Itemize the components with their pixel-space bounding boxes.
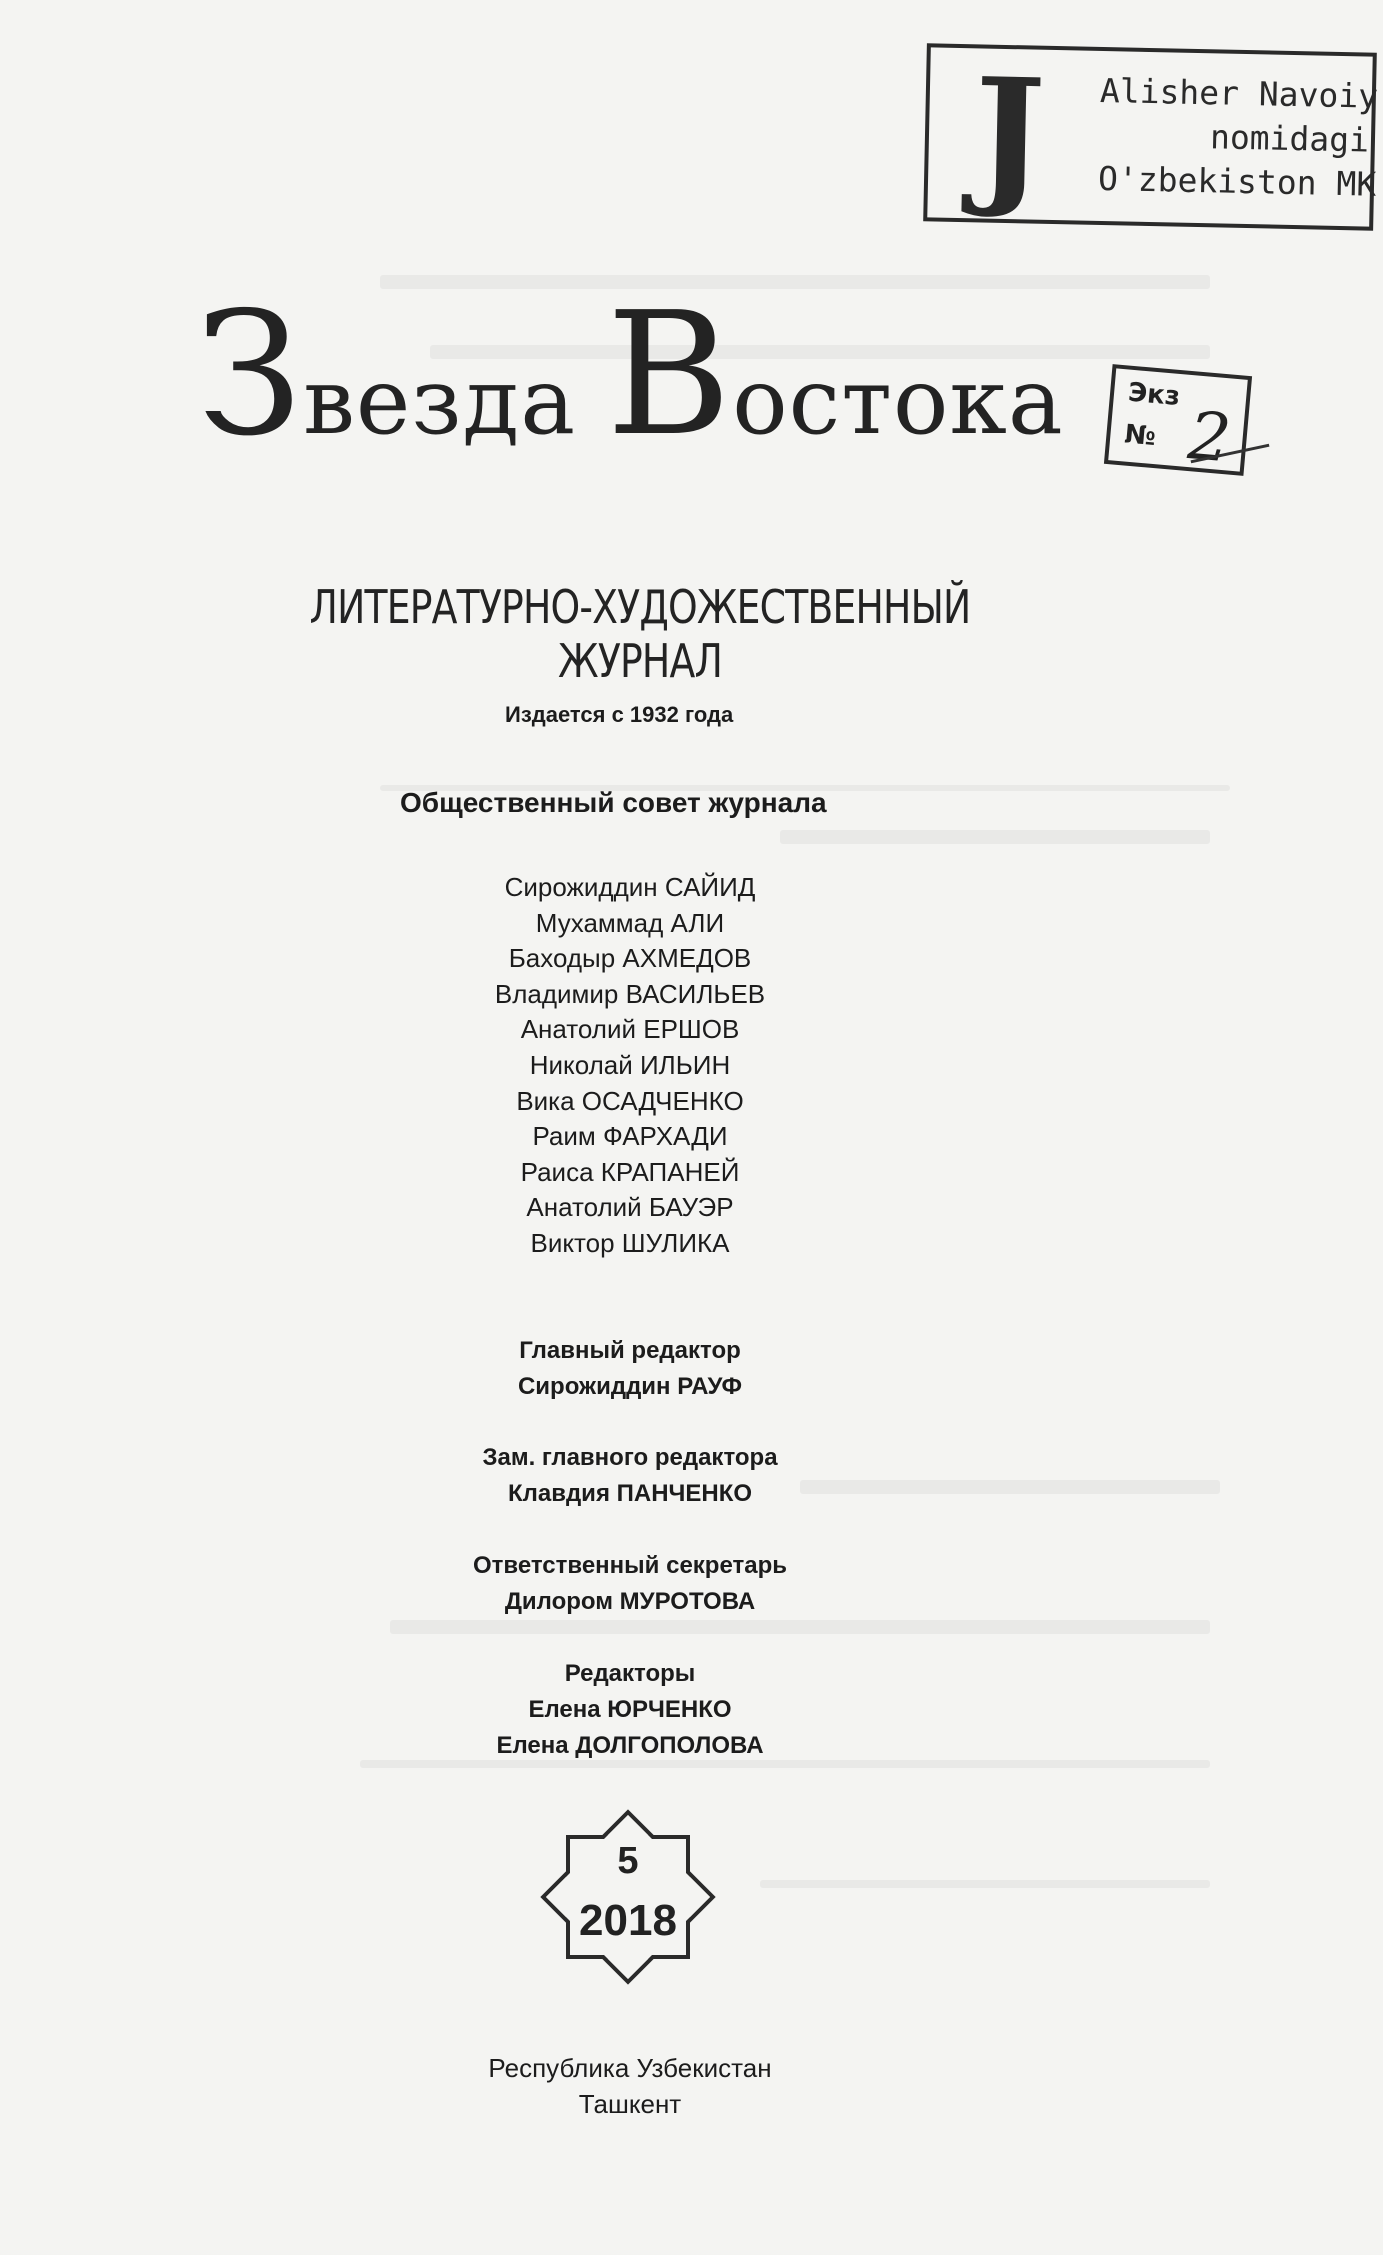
copy-stamp-label: Экз <box>1126 377 1182 413</box>
council-member: Владимир ВАСИЛЬЕВ <box>494 978 766 1009</box>
published-since: Издается с 1932 года <box>505 702 734 727</box>
bleed-through <box>380 275 1210 289</box>
bleed-through <box>390 1620 1210 1634</box>
chief-editor-name: Сирожиддин РАУФ <box>517 1373 743 1400</box>
title-initial: З <box>196 276 304 474</box>
secretary-name: Дилором МУРОТОВА <box>504 1588 756 1615</box>
copy-stamp-number-label: № <box>1123 419 1158 453</box>
title-word: везда <box>303 348 577 455</box>
council-member: Баходыр АХМЕДОВ <box>508 943 752 974</box>
council-member: Раиса КРАПАНЕЙ <box>520 1156 740 1187</box>
council-member: Анатолий ЕРШОВ <box>520 1014 740 1045</box>
copy-stamp-number: 2 <box>1185 397 1234 478</box>
library-stamp-line: Alisher Navoiy <box>1099 70 1379 116</box>
council-member: Раим ФАРХАДИ <box>532 1121 728 1152</box>
bleed-through <box>780 830 1210 844</box>
issue-year: 2018 <box>579 1896 677 1945</box>
chief-editor-title: Главный редактор <box>519 1337 741 1364</box>
city: Ташкент <box>578 2089 682 2119</box>
title-initial: В <box>606 276 733 474</box>
journal-title <box>0 276 1260 474</box>
deputy-editor-block <box>330 1440 930 1512</box>
council-title: Общественный совет журнала <box>400 787 827 818</box>
council-members <box>330 870 930 1262</box>
country: Республика Узбекистан <box>488 2053 772 2083</box>
secretary-title: Ответственный секретарь <box>472 1552 788 1579</box>
secretary-block <box>330 1548 930 1620</box>
issue-badge <box>533 1802 723 1992</box>
publication-place <box>330 2050 930 2122</box>
editor-name: Елена ДОЛГОПОЛОВА <box>496 1732 764 1759</box>
chief-editor-block <box>330 1333 930 1405</box>
bleed-through <box>760 1880 1210 1888</box>
library-stamp <box>923 43 1377 230</box>
library-stamp-line: nomidagi <box>1209 117 1370 160</box>
council-member: Анатолий БАУЭР <box>526 1192 734 1223</box>
council-member: Виктор ШУЛИКА <box>530 1227 730 1258</box>
deputy-editor-name: Клавдия ПАНЧЕНКО <box>507 1480 753 1507</box>
library-stamp-letter: J <box>972 45 1047 223</box>
journal-subtitle: ЛИТЕРАТУРНО-ХУДОЖЕСТВЕННЫЙ ЖУРНАЛ <box>309 580 971 688</box>
library-stamp-text <box>1097 69 1379 207</box>
council-member: Мухаммад АЛИ <box>535 907 725 938</box>
deputy-editor-title: Зам. главного редактора <box>482 1444 778 1471</box>
council-member: Сирожиддин САЙИД <box>504 872 756 902</box>
title-word: остока <box>732 348 1064 455</box>
library-stamp-line: O'zbekiston MK <box>1097 158 1377 204</box>
issue-number: 5 <box>617 1840 639 1882</box>
council-member: Николай ИЛЬИН <box>529 1049 731 1080</box>
editor-name: Елена ЮРЧЕНКО <box>528 1696 732 1723</box>
editors-block <box>330 1656 930 1764</box>
editors-title: Редакторы <box>564 1660 696 1687</box>
council-member: Вика ОСАДЧЕНКО <box>516 1085 744 1116</box>
